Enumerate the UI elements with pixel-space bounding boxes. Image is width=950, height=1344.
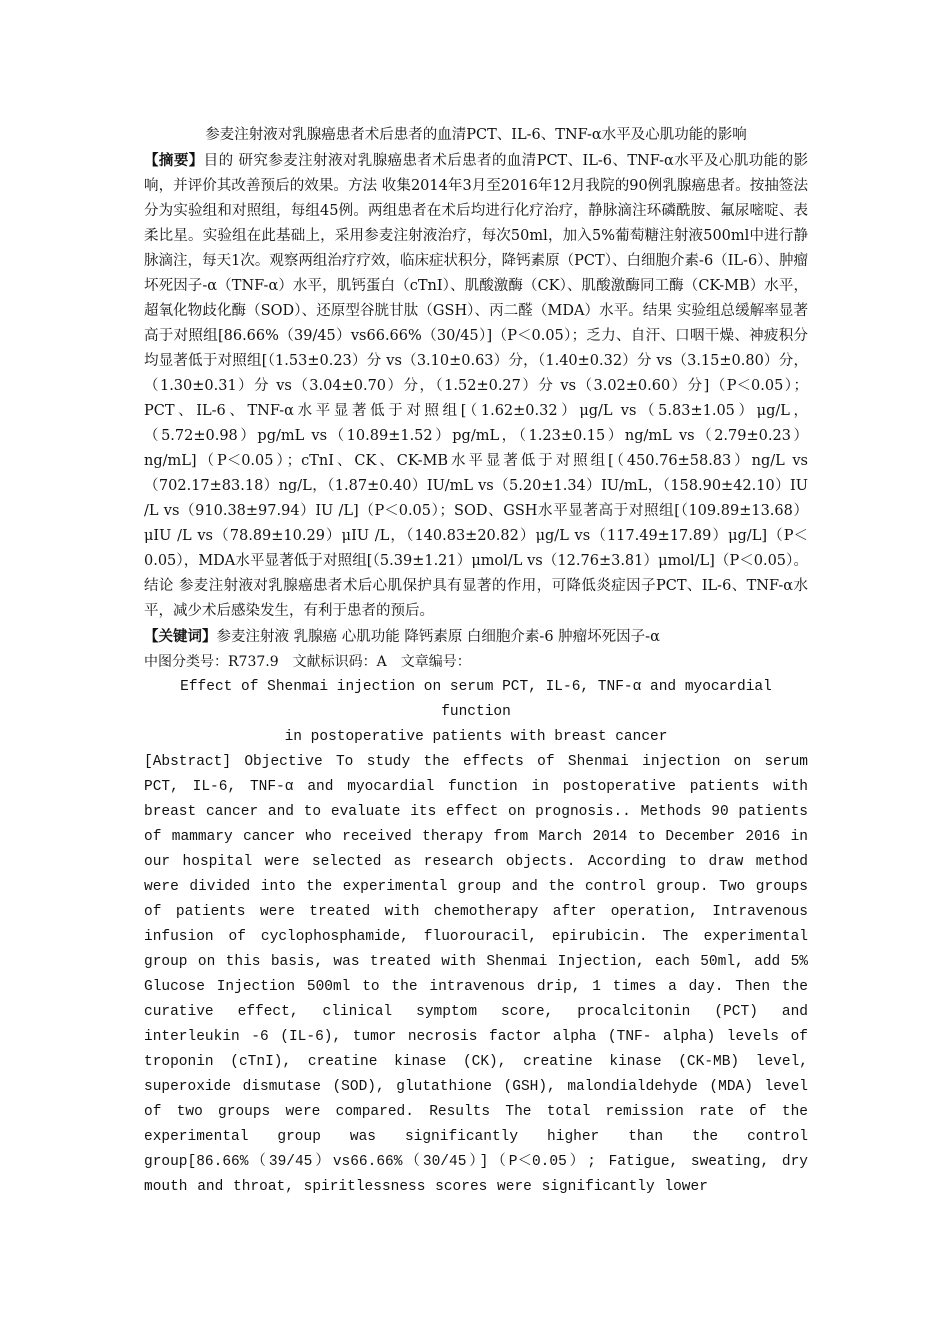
english-abstract: [Abstract] Objective To study the effects of Shenmai injection on serum PCT, IL-6, TNF-α and myocardial function in postoperative patients with breast cancer and to evaluate its effect on prognosis.. Methods 90 patients of mammary cancer who received therapy from March 2014 to December 2016 in our hospital were selected as research objects. According to draw method were divided into the experimental group and the control group. Two groups of patients were treated with chemotherapy after operation, Intravenous infusion of cyclophosphamide, fluorouracil, epirubicin. The experimental group on this basis, was treated with Shenmai Injection, each 50ml, add 5% Glucose Injection 500ml to the intravenous drip, 1 times a day. Then the curative effect, clinical symptom score, procalcitonin (PCT) and interleukin -6 (IL-6), tumor necrosis factor alpha (TNF- alpha) levels of troponin (cTnI), creatine kinase (CK), creatine kinase (CK-MB) level, superoxide dismutase (SOD), glutathione (GSH), malondialdehyde (MDA) level of two groups were compared. Results The total remission rate of the experimental group was significantly higher than the control group[86.66%（39/45）vs66.66%（30/45）]（P＜0.05）; Fatigue, sweating, dry mouth and throat, spiritlessness scores were significantly lower: [144, 754, 808, 1195]
classification-line: [144, 650, 808, 675]
chinese-abstract: [144, 148, 808, 624]
english-title-line-1: Effect of Shenmai injection on serum PCT, IL-6, TNF-α and myocardial function: [180, 679, 772, 720]
abstract-text: 目的 研究参麦注射液对乳腺癌患者术后患者的血清PCT、IL-6、TNF-α水平及心肌功能的影响，并评价其改善预后的效果。方法 收集2014年3月至2016年12月我院的90例乳腺癌患者。按抽签法分为实验组和对照组，每组45例。两组患者在术后均进行化疗治疗，静脉滴注环磷酰胺、氟尿嘧啶、表柔比星。实验组在此基础上，采用参麦注射液治疗，每次50ml，加入5%葡萄糖注射液500ml中进行静脉滴注，每天1次。观察两组治疗疗效，临床症状积分，降钙素原（PCT）、白细胞介素-6（IL-6）、肿瘤坏死因子-α（TNF-α）水平，肌钙蛋白（cTnI）、肌酸激酶（CK）、肌酸激酶同工酶（CK-MB）水平，超氧化物歧化酶（SOD）、还原型谷胱甘肽（GSH）、丙二醛（MDA）水平。结果 实验组总缓解率显著高于对照组[86.66%（39/45）vs66.66%（30/45）]（P＜0.05）；乏力、自汗、口咽干燥、神疲积分均显著低于对照组[（1.53±0.23）分 vs（3.10±0.63）分，（1.40±0.32）分 vs（3.15±0.80）分，（1.30±0.31）分 vs（3.04±0.70）分，（1.52±0.27）分 vs（3.02±0.60）分]（P＜0.05）；PCT、IL-6、TNF-α水平显著低于对照组[（1.62±0.32）μg/L vs（5.83±1.05）μg/L，（5.72±0.98）pg/mL vs（10.89±1.52）pg/mL，（1.23±0.15）ng/mL vs（2.79±0.23）ng/mL]（P＜0.05）；cTnI、CK、CK-MB水平显著低于对照组[（450.76±58.83）ng/L vs（702.17±83.18）ng/L，（1.87±0.40）IU/mL vs（5.20±1.34）IU/mL，（158.90±42.10）IU /L vs（910.38±97.94）IU /L]（P＜0.05）；SOD、GSH水平显著高于对照组[（109.89±13.68）μIU /L vs（78.89±10.29）μIU /L，（140.83±20.82）μg/L vs（117.49±17.89）μg/L]（P＜0.05），MDA水平显著低于对照组[（5.39±1.21）μmol/L vs（12.76±3.81）μmol/L]（P＜0.05）。结论 参麦注射液对乳腺癌患者术后心肌保护具有显著的作用，可降低炎症因子PCT、IL-6、TNF-α水平，减少术后感染发生，有利于患者的预后。: [144, 153, 809, 619]
chinese-title: 参麦注射液对乳腺癌患者术后患者的血清PCT、IL-6、TNF-α水平及心肌功能的影响: [205, 127, 747, 143]
paper-page: [144, 123, 808, 1200]
document-code: 文献标识码：A: [292, 654, 387, 670]
article-number: 文章编号：: [400, 654, 471, 670]
keywords-text: 参麦注射液 乳腺癌 心肌功能 降钙素原 白细胞介素-6 肿瘤坏死因子-α: [216, 629, 660, 645]
keywords-label: 【关键词】: [144, 628, 217, 645]
clc-number: 中图分类号：R737.9: [144, 654, 279, 670]
abstract-label: 【摘要】: [144, 152, 204, 169]
english-title-line-2: in postoperative patients with breast cancer: [284, 729, 668, 745]
chinese-keywords: [144, 624, 808, 650]
